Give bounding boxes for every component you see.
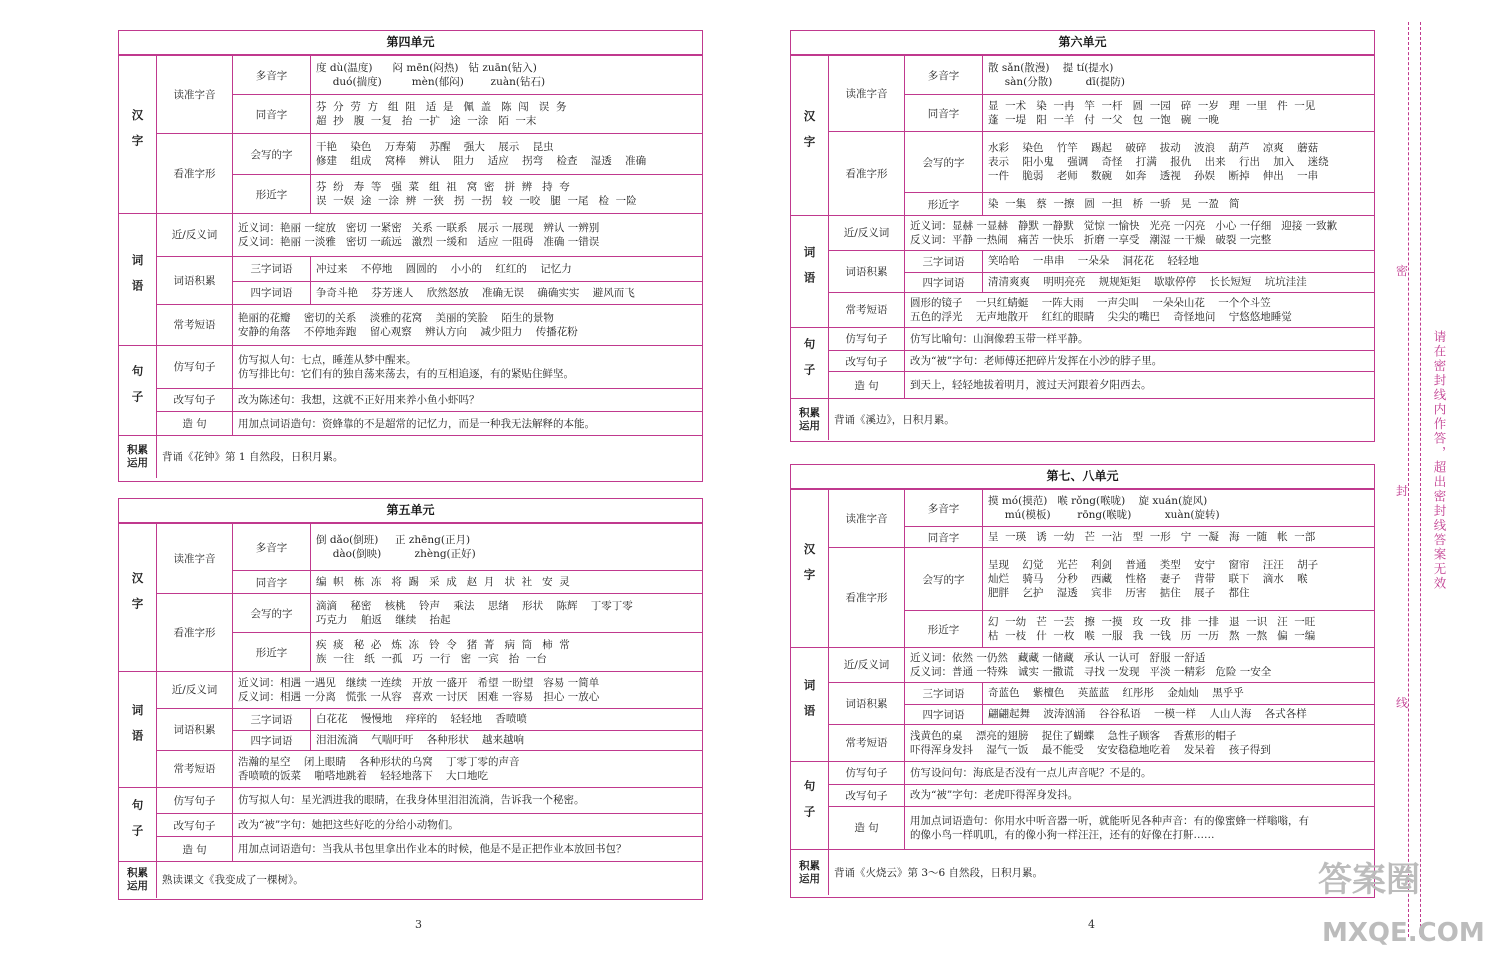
duoyin-label: 多音字 xyxy=(233,524,311,570)
gaixie-label: 改写句子 xyxy=(829,785,905,806)
tongyin-text: 芬 分 劳 方 组 阻 适 是 佩 盖 陈 闯 误 务 超 抄 腹 一复 抬 一扩 途 一涂 陌 一末 xyxy=(316,101,567,127)
tongyin-text: 显 一术 染 一冉 竿 一杆 圆 一园 碎 一岁 理 一里 件 一见 蓬 一堤 阳 一羊 付 一父 包 一饱 碗 一晚 xyxy=(988,100,1316,126)
kanzhun-label: 看准字形 xyxy=(157,134,233,213)
kanzhun-label: 看准字形 xyxy=(157,594,233,671)
seal-mark-3: 线 xyxy=(1396,696,1409,710)
watermark-logo: 答案圈 xyxy=(1318,860,1420,900)
jinfan-label: 近/反义词 xyxy=(829,216,905,250)
watermark-url: MXQE.COM xyxy=(1322,918,1485,948)
zaoju-text: 用加点词语造句：当我从书包里拿出作业本的时候，他是不是正把作业本放回书包？ xyxy=(238,843,627,856)
changkao-text: 圆形的镜子 一只红蜻蜓 一阵大雨 一声尖叫 一朵朵山花 一个个斗笠 五色的浮光 无声地散开 红红的眼睛 尖尖的嘴巴 奇怪地问 宁悠悠地睡觉 xyxy=(910,296,1292,323)
changkao-text: 浩瀚的星空 闭上眼睛 各种形状的乌窝 丁零丁零的声音 香喷喷的饭菜 啪嗒地跳着 轻轻地落下 大口地吃 xyxy=(238,755,520,782)
unit78-table xyxy=(790,464,1375,898)
fangxie-label: 仿写句子 xyxy=(829,762,905,784)
jileiyy-label: 积累 运用 xyxy=(119,436,157,478)
huixie-label: 会写的字 xyxy=(233,594,311,632)
zaoju-text: 用加点词语造句：你用水中听音器一听，就能听见各种声音：有的像蜜蜂一样嗡嗡，有 的像小鸟一样叽叽，有的像小狗一样汪汪，还有的好像在打鼾…… xyxy=(910,814,1309,841)
xingjin-label: 形近字 xyxy=(233,175,311,213)
hanzi-label: 汉字 xyxy=(119,524,157,671)
sizi-text: 泪泪流淌 气喘吁吁 各种形状 越来越响 xyxy=(316,734,525,746)
changkao-label: 常考短语 xyxy=(157,305,233,346)
changkao-text: 艳丽的花瓣 密切的关系 淡雅的花窝 美丽的笑脸 陌生的景物 安静的角落 不停地奔跑 留心观察 辨认方向 减少阻力 传播花粉 xyxy=(238,311,578,338)
huixie-label: 会写的字 xyxy=(905,548,983,610)
gaixie-label: 改写句子 xyxy=(157,814,233,837)
xingjin-label: 形近字 xyxy=(233,633,311,671)
unit4-table xyxy=(118,30,703,482)
seal-notice: 请在密封线内作答，超出密封线答案无效 xyxy=(1432,330,1447,591)
zaoju-label: 造 句 xyxy=(157,837,233,861)
tongyin-label: 同音字 xyxy=(233,571,311,593)
gaixie-label: 改写句子 xyxy=(157,389,233,412)
sanzi-label: 三字词语 xyxy=(905,251,983,272)
zaoju-text: 用加点词语造句：资蜂靠的不是超常的记忆力，而是一种我无法解释的本能。 xyxy=(238,417,595,430)
jinfan-text: 近义词：显赫 一显赫 静默 一静默 觉惊 一愉快 光亮 一闪亮 小心 一仔细 迎接 一致歉 反义词：平静 一热闹 痛苦 一快乐 折磨 一享受 潮湿 一干燥 破裂 一完整 xyxy=(910,219,1338,246)
duoyin-label: 多音字 xyxy=(905,490,983,526)
sanzi-text: 白花花 慢慢地 痒痒的 轻轻地 香喷喷 xyxy=(316,713,527,725)
sizi-label: 四字词语 xyxy=(233,731,311,750)
sanzi-label: 三字词语 xyxy=(233,257,311,281)
unit78-title: 第七、八单元 xyxy=(791,465,1374,489)
duoyin-label: 多音字 xyxy=(233,56,311,94)
sanzi-text: 冲过来 不停地 圆圆的 小小的 红红的 记忆力 xyxy=(316,262,572,275)
jileiyy-label: 积累 运用 xyxy=(791,399,829,440)
jilei-label: 词语积累 xyxy=(157,709,233,750)
unit6-table xyxy=(790,30,1375,442)
jileiyy-text: 背诵《溪边》，日积月累。 xyxy=(834,413,955,426)
zaoju-label: 造 句 xyxy=(829,807,905,850)
unit6-title: 第六单元 xyxy=(791,31,1374,55)
gaixie-label: 改写句子 xyxy=(829,351,905,372)
ciyu-label: 词语 xyxy=(791,216,829,327)
gaixie-text: 改为陈述句：我想，这就不正好用来养小鱼小虾吗？ xyxy=(238,393,480,406)
zaoju-label: 造 句 xyxy=(157,412,233,435)
jinfan-text: 近义词：依然 一仍然 藏藏 一储藏 承认 一认可 舒服 一舒适 反义词：普通 一特殊 诚实 一撒谎 寻找 一发现 平淡 一精彩 危险 一安全 xyxy=(910,651,1272,678)
sanzi-label: 三字词语 xyxy=(233,709,311,730)
hanzi-label: 汉字 xyxy=(791,56,829,215)
changkao-text: 浅黄色的桌 漂亮的翅膀 捉住了蝴蝶 急性子顾客 香蕉形的帽子 吓得浑身发抖 湿气一饭 最不能受 安安稳稳地吃着 发呆着 孩子得到 xyxy=(910,729,1271,756)
page-number-left: 3 xyxy=(415,918,422,931)
duoyin-text: 散 sǎn(散漫) 提 tí(提水) sàn(分散) dī(提防) xyxy=(988,62,1125,88)
duzhun-label: 读准字音 xyxy=(157,524,233,593)
duoyin-text: 倒 dǎo(倒班) 正 zhēng(正月) dào(倒映) zhèng(正好) xyxy=(316,534,476,560)
jileiyy-label: 积累 运用 xyxy=(119,862,157,898)
fangxie-text: 仿写设问句：海底是否没有一点儿声音呢？不是的。 xyxy=(910,766,1152,779)
sizi-text: 翩翩起舞 波涛汹涌 谷谷私语 一模一样 人山人海 各式各样 xyxy=(988,708,1307,721)
tongyin-label: 同音字 xyxy=(905,95,983,131)
jilei-label: 词语积累 xyxy=(829,251,905,292)
changkao-label: 常考短语 xyxy=(829,725,905,761)
huixie-label: 会写的字 xyxy=(905,132,983,192)
sizi-label: 四字词语 xyxy=(233,282,311,304)
sanzi-text: 笑哈哈 一串串 一朵朵 洞花花 轻轻地 xyxy=(988,255,1199,267)
sizi-label: 四字词语 xyxy=(905,705,983,724)
hanzi-label: 汉字 xyxy=(119,56,157,213)
jinfan-text: 近义词：相遇 一遇见 继续 一连续 开放 一盛开 希望 一盼望 容易 一简单 反义词：相遇 一分离 慌张 一从容 喜欢 一讨厌 困难 一容易 担心 一放心 xyxy=(238,676,600,703)
xingjin-text: 染 一集 蔡 一擦 圆 一担 桥 一骄 晃 一盈 简 xyxy=(988,198,1240,210)
juzi-label: 句子 xyxy=(119,346,157,435)
jinfan-label: 近/反义词 xyxy=(157,672,233,708)
unit5-table xyxy=(118,498,703,900)
juzi-label: 句子 xyxy=(791,762,829,849)
huixie-text: 水彩 染色 竹竿 踢起 破碎 拔动 波浪 葫芦 凉爽 蘑菇 表示 阳小鬼 强调 奇怪 打满 报仇 出来 行出 加入 迷绕 一件 脆弱 老师 数碗 如奔 透视 孙娱 断掉 伸出 一串 xyxy=(988,142,1329,182)
seal-mark-1: 密 xyxy=(1396,264,1409,278)
tongyin-text: 编 帜 栋 冻 将 踢 采 成 赵 月 状 社 安 灵 xyxy=(316,576,570,588)
fangxie-text: 仿写拟人句：星光洒进我的眼睛，在我身体里泪泪流淌，告诉我一个秘密。 xyxy=(238,794,585,807)
fangxie-label: 仿写句子 xyxy=(829,328,905,350)
kanzhun-label: 看准字形 xyxy=(829,132,905,215)
juzi-label: 句子 xyxy=(791,328,829,398)
jinfan-text: 近义词：艳丽 一绽放 密切 一紧密 关系 一联系 展示 一展现 辨认 一辨别 反义词：艳丽 一淡雅 密切 一疏远 激烈 一缓和 适应 一阻碍 准确 一错误 xyxy=(238,221,600,248)
sizi-text: 争奇斗艳 芬芳迷人 欣然怒放 准确无误 确确实实 避风而飞 xyxy=(316,286,635,299)
huixie-text: 滴滴 秘密 核桃 铃声 乘法 思绪 形状 陈辉 丁零丁零 巧克力 舶返 继续 抬起 xyxy=(316,600,633,626)
jinfan-label: 近/反义词 xyxy=(157,214,233,256)
duoyin-label: 多音字 xyxy=(905,56,983,94)
fangxie-text: 仿写比喻句：山涧像碧玉带一样平静。 xyxy=(910,332,1089,345)
sizi-text: 清清爽爽 明明亮亮 规规矩矩 歇歇停停 长长短短 坑坑洼洼 xyxy=(988,276,1307,288)
huixie-text: 呈现 幻觉 光芒 利剑 普通 类型 安宁 窗帘 汪汪 胡子 灿烂 骑马 分秒 西藏 性格 妻子 背带 联下 滴水 喉 肥胖 乞护 湿透 宾非 历害 掂住 展子 都住 xyxy=(988,559,1319,599)
page-number-right: 4 xyxy=(1088,918,1095,931)
duzhun-label: 读准字音 xyxy=(157,56,233,133)
duoyin-text: 摸 mó(摸范) 喉 rǒng(喉咙) 旋 xuán(旋风) mú(模板) rōng(喉咙) xuàn(旋转) xyxy=(988,495,1220,521)
unit5-title: 第五单元 xyxy=(119,499,702,523)
xingjin-text: 幻 一幼 芒 一芸 擦 一摸 玫 一玫 排 一排 退 一识 汪 一旺 枯 一枝 什 一枚 喉 一服 我 一钱 历 一历 熬 一熬 偏 一编 xyxy=(988,616,1316,642)
zaoju-text: 到天上，轻轻地拔着明月，渡过天河跟着夕阳西去。 xyxy=(910,379,1152,392)
huixie-text: 干艳 染色 万寿菊 苏醒 强大 展示 昆虫 修建 组成 窝棒 辨认 阻力 适应 拐弯 检查 湿透 准确 xyxy=(316,141,647,167)
seal-line-left xyxy=(1408,22,1409,937)
jileiyy-text: 背诵《花钟》第 1 自然段，日积月累。 xyxy=(162,451,344,463)
xingjin-text: 芬 纷 寿 等 强 菜 组 祖 窝 密 拼 辨 持 夸 误 一娱 途 一涂 辨 一狭 拐 一拐 较 一咬 腿 一尾 检 一险 xyxy=(316,181,637,207)
jinfan-label: 近/反义词 xyxy=(829,648,905,682)
kanzhun-label: 看准字形 xyxy=(829,548,905,647)
sizi-label: 四字词语 xyxy=(905,273,983,292)
xingjin-label: 形近字 xyxy=(905,611,983,647)
duoyin-text: 度 dù(温度) 闷 mēn(闷热) 钻 zuān(钻入) duó(揣度) mèn(郁闷) zuàn(钻石) xyxy=(316,62,546,88)
jileiyy-text: 背诵《火烧云》第 3～6 自然段，日积月累。 xyxy=(834,866,1044,879)
ciyu-label: 词语 xyxy=(119,672,157,787)
gaixie-text: 改为“被”字句：老师傅还把碎片发挥在小沙的脖子里。 xyxy=(910,355,1163,368)
huixie-label: 会写的字 xyxy=(233,134,311,174)
duzhun-label: 读准字音 xyxy=(829,56,905,131)
seal-mark-2: 封 xyxy=(1396,484,1409,498)
jileiyy-label: 积累 运用 xyxy=(791,850,829,895)
gaixie-text: 改为“被”字句：老虎吓得浑身发抖。 xyxy=(910,789,1079,802)
xingjin-label: 形近字 xyxy=(905,193,983,215)
tongyin-text: 呈 一瑛 诱 一幼 芒 一沾 型 一形 宁 一凝 海 一随 帐 一部 xyxy=(988,531,1316,543)
unit4-title: 第四单元 xyxy=(119,31,702,55)
changkao-label: 常考短语 xyxy=(157,751,233,788)
jilei-label: 词语积累 xyxy=(157,257,233,304)
zaoju-label: 造 句 xyxy=(829,372,905,398)
jileiyy-text: 熟读课文《我变成了一棵树》。 xyxy=(162,874,304,886)
ciyu-label: 词语 xyxy=(791,648,829,761)
changkao-label: 常考短语 xyxy=(829,293,905,328)
xingjin-text: 疾 痰 秘 必 炼 冻 铃 令 猪 菁 病 筒 柿 常 族 一往 纸 一孤 巧 一行 密 一宾 抬 一台 xyxy=(316,639,570,665)
sanzi-label: 三字词语 xyxy=(905,683,983,704)
fangxie-text: 仿写拟人句：七点，睡莲从梦中醒来。 仿写排比句：它们有的独自荡来荡去，有的互相追逐，有的紧贴住鲜坚。 xyxy=(238,353,574,380)
tongyin-label: 同音字 xyxy=(233,95,311,133)
tongyin-label: 同音字 xyxy=(905,527,983,547)
fangxie-label: 仿写句子 xyxy=(157,788,233,813)
fangxie-label: 仿写句子 xyxy=(157,346,233,388)
duzhun-label: 读准字音 xyxy=(829,490,905,547)
ciyu-label: 词语 xyxy=(119,214,157,345)
sanzi-text: 奇蓝色 紫檀色 英蓝蓝 红彤彤 金灿灿 黑乎乎 xyxy=(988,687,1244,700)
juzi-label: 句子 xyxy=(119,788,157,861)
hanzi-label: 汉字 xyxy=(791,490,829,647)
gaixie-text: 改为“被”字句：她把这些好吃的分给小动物们。 xyxy=(238,819,459,831)
seal-line-right xyxy=(1420,22,1421,937)
jilei-label: 词语积累 xyxy=(829,683,905,724)
